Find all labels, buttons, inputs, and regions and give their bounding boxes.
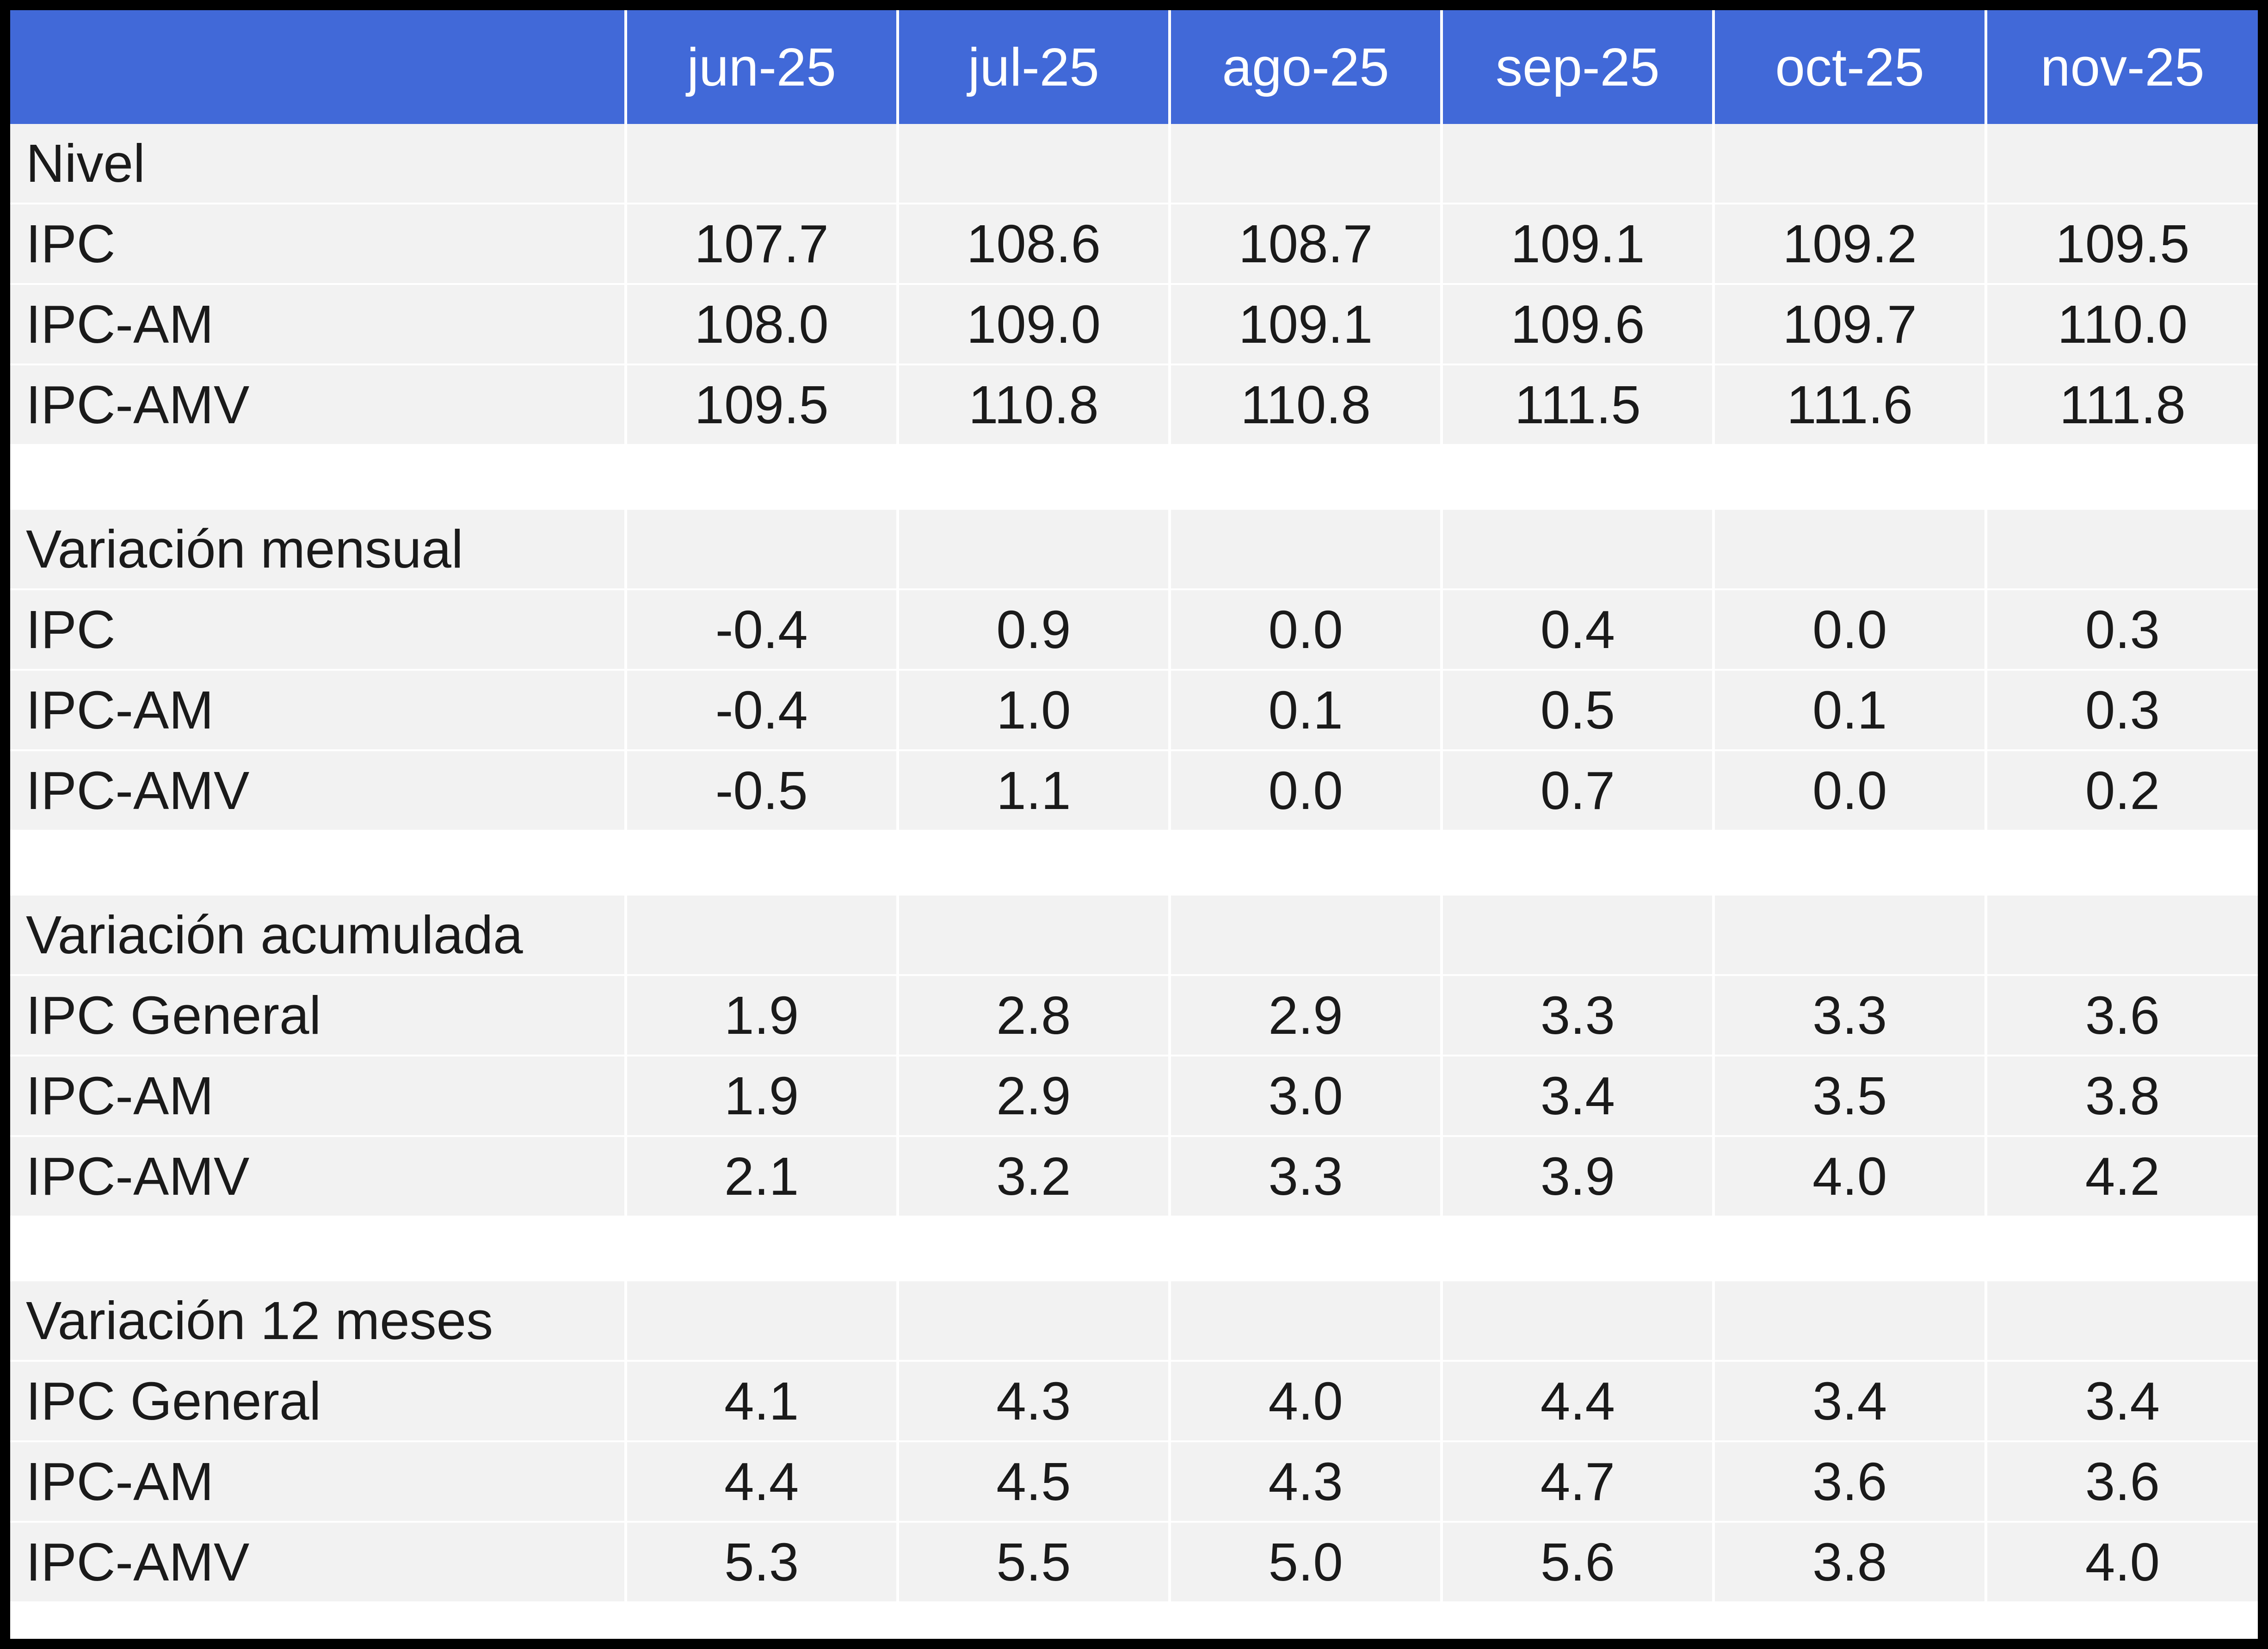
spacer-cell [1442, 831, 1713, 896]
cell-value: 4.3 [1170, 1441, 1442, 1522]
spacer-cell [1713, 445, 1985, 510]
cell-value: 3.4 [1713, 1361, 1985, 1441]
section-title-filler [1713, 1281, 1985, 1361]
cell-value: 5.5 [898, 1522, 1170, 1602]
cell-value: 4.4 [626, 1441, 898, 1522]
section-title-filler [1442, 1281, 1713, 1361]
section-title-filler [626, 510, 898, 589]
section-title-filler [626, 124, 898, 204]
spacer-cell [1170, 1217, 1442, 1281]
section-title-row [10, 896, 2258, 975]
column-header-jul-25: jul-25 [898, 10, 1170, 124]
table-row [10, 1441, 2258, 1522]
cell-value: -0.4 [626, 589, 898, 670]
cell-value: 1.9 [626, 1056, 898, 1136]
cell-value: 3.6 [1713, 1441, 1985, 1522]
cell-value: 3.9 [1442, 1136, 1713, 1217]
cell-value: 111.5 [1442, 364, 1713, 445]
cell-value: 2.9 [1170, 975, 1442, 1056]
cell-value: 2.9 [898, 1056, 1170, 1136]
spacer-cell [898, 1217, 1170, 1281]
cell-value: 4.0 [1713, 1136, 1985, 1217]
section-title-filler [1170, 896, 1442, 975]
section-title-row [10, 1281, 2258, 1361]
indicator-table [10, 10, 2258, 1603]
spacer-cell [1170, 445, 1442, 510]
spacer-cell [1986, 445, 2258, 510]
section-spacer [10, 445, 2258, 510]
spacer-cell [1442, 1217, 1713, 1281]
section-title-variacion-acumulada: Variación acumulada [10, 896, 626, 975]
cell-value: 3.2 [898, 1136, 1170, 1217]
column-header-jun-25: jun-25 [626, 10, 898, 124]
section-title-row [10, 510, 2258, 589]
table-row [10, 750, 2258, 831]
section-title-filler [1986, 1281, 2258, 1361]
cell-value: 5.0 [1170, 1522, 1442, 1602]
table-row [10, 589, 2258, 670]
column-header-sep-25: sep-25 [1442, 10, 1713, 124]
spacer-cell [10, 1217, 626, 1281]
section-title-filler [898, 896, 1170, 975]
table-row [10, 1361, 2258, 1441]
cell-value: 0.0 [1170, 589, 1442, 670]
cell-value: 3.3 [1170, 1136, 1442, 1217]
section-title-filler [1713, 124, 1985, 204]
cell-value: 4.0 [1170, 1361, 1442, 1441]
cell-value: 3.0 [1170, 1056, 1442, 1136]
cell-value: 4.4 [1442, 1361, 1713, 1441]
spacer-cell [1713, 1217, 1985, 1281]
cell-value: -0.5 [626, 750, 898, 831]
cell-value: 0.2 [1986, 750, 2258, 831]
cell-value: 108.7 [1170, 204, 1442, 284]
row-label: IPC General [10, 1361, 626, 1441]
spacer-cell [626, 1217, 898, 1281]
cell-value: 110.8 [1170, 364, 1442, 445]
section-title-variacion-mensual: Variación mensual [10, 510, 626, 589]
cell-value: 110.0 [1986, 284, 2258, 364]
spacer-cell [1713, 831, 1985, 896]
cell-value: 108.6 [898, 204, 1170, 284]
cell-value: 3.5 [1713, 1056, 1985, 1136]
table-body [10, 124, 2258, 1602]
row-label: IPC-AM [10, 670, 626, 750]
table-header [10, 10, 2258, 124]
section-title-filler [1170, 124, 1442, 204]
section-title-row [10, 124, 2258, 204]
table-row [10, 670, 2258, 750]
table-row [10, 284, 2258, 364]
section-title-filler [898, 510, 1170, 589]
section-title-filler [1986, 124, 2258, 204]
cell-value: 3.4 [1442, 1056, 1713, 1136]
cell-value: 3.6 [1986, 975, 2258, 1056]
table-header-row [10, 10, 2258, 124]
section-title-filler [1986, 896, 2258, 975]
cell-value: 1.0 [898, 670, 1170, 750]
spacer-cell [1986, 1217, 2258, 1281]
table-corner-cell [10, 10, 626, 124]
spacer-cell [898, 831, 1170, 896]
cell-value: 109.2 [1713, 204, 1985, 284]
table-row [10, 1136, 2258, 1217]
section-title-filler [1170, 510, 1442, 589]
column-header-ago-25: ago-25 [1170, 10, 1442, 124]
section-title-filler [898, 1281, 1170, 1361]
section-title-variacion-12-meses: Variación 12 meses [10, 1281, 626, 1361]
table-row [10, 975, 2258, 1056]
row-label: IPC-AMV [10, 364, 626, 445]
row-label: IPC-AMV [10, 1522, 626, 1602]
cell-value: 0.3 [1986, 589, 2258, 670]
cell-value: 4.0 [1986, 1522, 2258, 1602]
cell-value: 111.6 [1713, 364, 1985, 445]
cell-value: 0.5 [1442, 670, 1713, 750]
cell-value: 1.1 [898, 750, 1170, 831]
cell-value: 109.0 [898, 284, 1170, 364]
cell-value: 4.7 [1442, 1441, 1713, 1522]
cell-value: 107.7 [626, 204, 898, 284]
spacer-cell [1986, 831, 2258, 896]
cell-value: 109.1 [1442, 204, 1713, 284]
table-row [10, 1056, 2258, 1136]
cell-value: 3.3 [1713, 975, 1985, 1056]
section-title-filler [626, 1281, 898, 1361]
spacer-cell [626, 831, 898, 896]
column-header-oct-25: oct-25 [1713, 10, 1985, 124]
spacer-cell [10, 831, 626, 896]
table-row [10, 204, 2258, 284]
cell-value: 108.0 [626, 284, 898, 364]
section-title-nivel: Nivel [10, 124, 626, 204]
cell-value: 3.8 [1986, 1056, 2258, 1136]
spacer-cell [10, 445, 626, 510]
section-title-filler [1442, 124, 1713, 204]
row-label: IPC-AMV [10, 750, 626, 831]
cell-value: 0.4 [1442, 589, 1713, 670]
cell-value: 0.0 [1713, 589, 1985, 670]
row-label: IPC-AM [10, 1441, 626, 1522]
table-row [10, 1522, 2258, 1602]
cell-value: 109.5 [1986, 204, 2258, 284]
cell-value: 2.8 [898, 975, 1170, 1056]
cell-value: 0.7 [1442, 750, 1713, 831]
cell-value: 109.1 [1170, 284, 1442, 364]
cell-value: 109.5 [626, 364, 898, 445]
section-title-filler [1442, 510, 1713, 589]
section-title-filler [1170, 1281, 1442, 1361]
section-spacer [10, 1217, 2258, 1281]
cell-value: 4.3 [898, 1361, 1170, 1441]
section-title-filler [1713, 896, 1985, 975]
cell-value: 4.2 [1986, 1136, 2258, 1217]
cell-value: 5.6 [1442, 1522, 1713, 1602]
cell-value: 0.1 [1170, 670, 1442, 750]
table-row [10, 364, 2258, 445]
section-title-filler [1986, 510, 2258, 589]
spacer-cell [898, 445, 1170, 510]
cell-value: 3.4 [1986, 1361, 2258, 1441]
row-label: IPC-AMV [10, 1136, 626, 1217]
column-header-nov-25: nov-25 [1986, 10, 2258, 124]
spacer-cell [1442, 445, 1713, 510]
cell-value: 109.7 [1713, 284, 1985, 364]
cell-value: 1.9 [626, 975, 898, 1056]
cell-value: 3.3 [1442, 975, 1713, 1056]
section-title-filler [898, 124, 1170, 204]
row-label: IPC General [10, 975, 626, 1056]
row-label: IPC-AM [10, 1056, 626, 1136]
row-label: IPC-AM [10, 284, 626, 364]
cell-value: 0.3 [1986, 670, 2258, 750]
spacer-cell [626, 445, 898, 510]
cell-value: 3.6 [1986, 1441, 2258, 1522]
cell-value: 110.8 [898, 364, 1170, 445]
cell-value: 4.1 [626, 1361, 898, 1441]
row-label: IPC [10, 204, 626, 284]
cell-value: 111.8 [1986, 364, 2258, 445]
cell-value: 0.0 [1170, 750, 1442, 831]
section-spacer [10, 831, 2258, 896]
cell-value: 0.1 [1713, 670, 1985, 750]
section-title-filler [626, 896, 898, 975]
cell-value: 0.0 [1713, 750, 1985, 831]
section-title-filler [1442, 896, 1713, 975]
cell-value: -0.4 [626, 670, 898, 750]
section-title-filler [1713, 510, 1985, 589]
row-label: IPC [10, 589, 626, 670]
cell-value: 109.6 [1442, 284, 1713, 364]
cell-value: 5.3 [626, 1522, 898, 1602]
spacer-cell [1170, 831, 1442, 896]
cell-value: 0.9 [898, 589, 1170, 670]
cell-value: 3.8 [1713, 1522, 1985, 1602]
cell-value: 4.5 [898, 1441, 1170, 1522]
cell-value: 2.1 [626, 1136, 898, 1217]
